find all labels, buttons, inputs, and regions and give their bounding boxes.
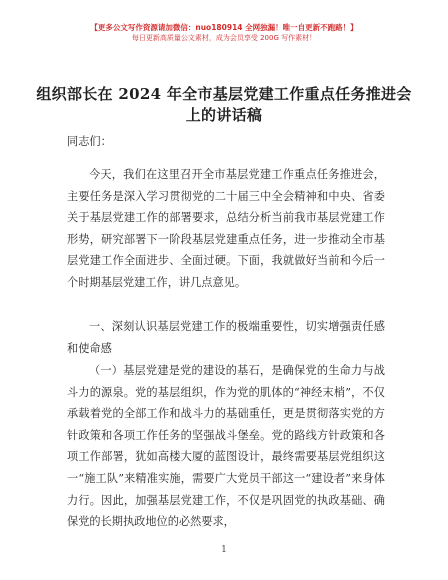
opening-paragraph: 今天，我们在这里召开全市基层党建工作重点任务推进会，主要任务是深入学习贯彻党的二十届三中全会精神和中央、省委关于基层党建工作的部署要求，总结分析当前我市基层党建工作形势，研究部署下一阶段基层党建重点任务，进一步推动全市基层党建工作全面进步、全面过硬。下面，我就做好当前和今后一个时期基层党建工作，讲几点意见。 — [67, 168, 385, 289]
body-paragraph-text: 基层党建是党的建设的基石，是确保党的生命力与战斗力的源泉。党的基层组织，作为党的肌体的“神经末梢”，不仅承载着党的全部工作和战斗力的基础重任，更是贯彻落实党的方针政策和各项工作任务的坚强战斗堡垒。党的路线方针政策和各项工作部署，犹如高楼大厦的蓝图设计，最终需要基层党组织这一“施工队”来精准实施，需要广大党员干部这一“建设者”来身体力行。因此，加强基层党建工作，不仅是巩固党的执政基础、确保党的长期执政地位的必然要求， — [67, 364, 385, 529]
promo-banner — [0, 22, 448, 44]
body-paragraph — [67, 360, 385, 533]
promo-banner-line1: 【更多公文写作资源请加微信：nuo180914 全网独漏！唯一自更新不跑路！】 — [90, 23, 358, 32]
promo-banner-line2: 每日更新高质量公文素材，成为会员享受 200G 写作素材！ — [131, 34, 317, 42]
section-heading: 一、深刻认识基层党建工作的极端重要性，切实增强责任感和使命感 — [67, 320, 385, 355]
subsection-number: （一） — [89, 364, 124, 377]
document-title: 组织部长在 2024 年全市基层党建工作重点任务推进会上的讲话稿 — [36, 85, 412, 124]
page-number: 1 — [221, 545, 227, 555]
salutation: 同志们： — [67, 135, 112, 148]
